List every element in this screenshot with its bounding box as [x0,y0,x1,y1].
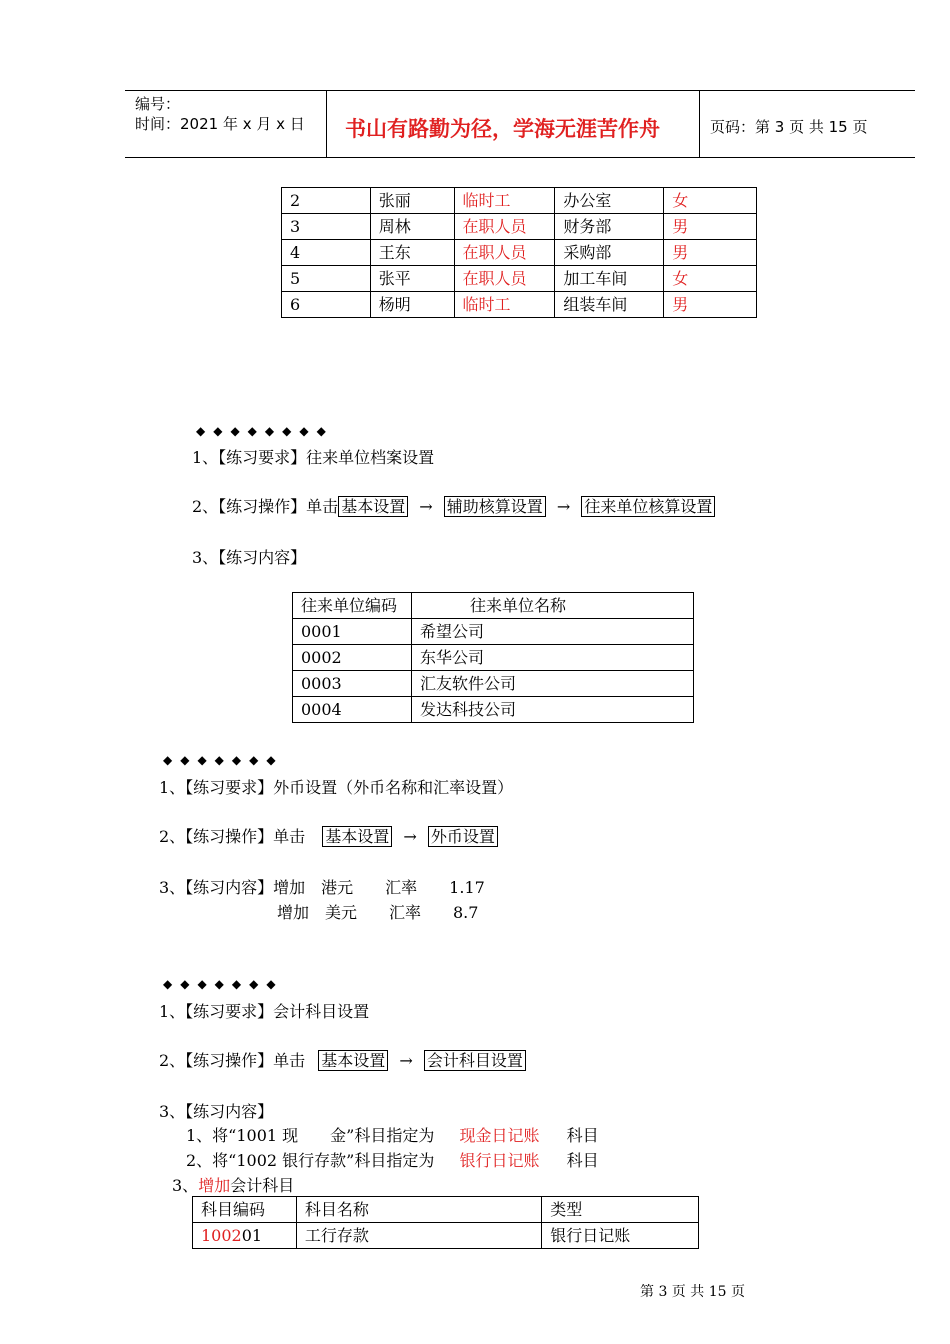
table-row [293,697,694,723]
table-header-row [293,593,694,619]
header-divider-left [326,90,327,158]
subject-code-cell [193,1223,297,1249]
footer-page-number: 第 3 页 共 15 页 [640,1284,745,1300]
section2-operation [159,824,498,847]
table-cell: 组装车间 [555,292,664,318]
header-bottom-rule [125,157,915,158]
section2-requirement: 1、【练习要求】外币设置（外币名称和汇率设置） [159,778,514,797]
item3-highlight: 增加 [198,1176,231,1195]
table-cell: 女 [664,188,757,214]
arrow-icon: → [403,827,417,846]
arrow-icon: → [556,497,571,516]
table-cell: 在职人员 [454,240,555,266]
header-page-label: 页码：第 3 页 共 15 页 [710,118,868,136]
table-cell: 汇友软件公司 [411,671,693,697]
staff-table [281,187,757,318]
item1-highlight: 现金日记账 [459,1126,540,1145]
table-header-cell: 类型 [542,1197,699,1223]
table-cell: 男 [664,292,757,318]
table-cell: 张平 [370,266,454,292]
basic-settings-button[interactable]: 基本设置 [322,826,392,847]
section3-item1 [186,1123,599,1146]
table-cell: 在职人员 [454,266,555,292]
table-cell: 0001 [293,619,412,645]
table-header-cell: 往来单位名称 [411,593,693,619]
basic-settings-button[interactable]: 基本设置 [318,1050,388,1071]
table-row [293,619,694,645]
table-cell: 4 [282,240,371,266]
table-cell: 男 [664,214,757,240]
section3-bullets: ◆◆◆◆◆◆◆ [163,977,284,991]
header-divider-right [699,90,700,158]
table-cell: 临时工 [454,188,555,214]
account-subject-settings-button[interactable]: 会计科目设置 [424,1050,526,1071]
table-row [282,214,757,240]
item3-prefix: 3、 [172,1176,199,1195]
item1-suffix: 科目 [566,1126,599,1145]
table-row [282,240,757,266]
section1-content-label: 3、【练习内容】 [192,548,307,567]
table-cell: 男 [664,240,757,266]
section1-operation [192,494,715,517]
subject-type-cell: 银行日记账 [542,1223,699,1249]
subject-code-child: 01 [241,1226,263,1245]
subject-code-parent: 1002 [201,1226,242,1245]
currency-settings-button[interactable]: 外币设置 [428,826,498,847]
table-row [293,671,694,697]
table-cell: 办公室 [555,188,664,214]
section2-bullets: ◆◆◆◆◆◆◆ [163,753,284,767]
header-time-label: 时间：2021 年 x 月 x 日 [135,115,305,133]
section1-requirement: 1、【练习要求】往来单位档案设置 [192,448,435,467]
partner-accounting-settings-button[interactable]: 往来单位核算设置 [581,496,715,517]
table-cell: 采购部 [555,240,664,266]
item1-prefix: 1、将“1001 现 金”科目指定为 [186,1126,435,1145]
table-cell: 加工车间 [555,266,664,292]
table-cell: 希望公司 [411,619,693,645]
header-number-label: 编号： [135,95,181,113]
aux-accounting-settings-button[interactable]: 辅助核算设置 [444,496,546,517]
section2-content-line2: 增加 美元 汇率 8.7 [277,903,479,922]
table-cell: 王东 [370,240,454,266]
table-row [282,266,757,292]
item3-suffix: 会计科目 [230,1176,295,1195]
table-cell: 6 [282,292,371,318]
table-cell: 3 [282,214,371,240]
table-cell: 发达科技公司 [411,697,693,723]
operation-prefix: 2、【练习操作】单击 [159,827,306,846]
table-row [282,188,757,214]
table-cell: 临时工 [454,292,555,318]
header-top-rule [125,90,915,91]
section3-item3 [172,1173,294,1196]
table-cell: 杨明 [370,292,454,318]
item2-highlight: 银行日记账 [459,1151,540,1170]
table-cell: 2 [282,188,371,214]
table-cell: 女 [664,266,757,292]
section2-content-line1: 3、【练习内容】增加 港元 汇率 1.17 [159,878,485,897]
operation-prefix: 2、【练习操作】单击 [192,497,339,516]
table-row [282,292,757,318]
table-cell: 张丽 [370,188,454,214]
table-row [193,1197,699,1223]
section3-item2 [186,1148,599,1171]
table-cell: 周林 [370,214,454,240]
table-cell: 东华公司 [411,645,693,671]
arrow-icon: → [419,497,433,516]
operation-prefix: 2、【练习操作】单击 [159,1051,306,1070]
subject-name-cell: 工行存款 [296,1223,541,1249]
table-cell: 在职人员 [454,214,555,240]
table-cell: 5 [282,266,371,292]
table-cell: 0002 [293,645,412,671]
section3-requirement: 1、【练习要求】会计科目设置 [159,1002,370,1021]
partner-table [292,592,694,723]
section3-content-label: 3、【练习内容】 [159,1102,274,1121]
table-header-cell: 科目名称 [296,1197,541,1223]
basic-settings-button[interactable]: 基本设置 [338,496,408,517]
table-cell: 0003 [293,671,412,697]
table-row [193,1223,699,1249]
section3-operation [159,1048,526,1071]
arrow-icon: → [399,1051,413,1070]
section1-bullets: ◆◆◆◆◆◆◆◆ [196,424,334,438]
table-header-cell: 往来单位编码 [293,593,412,619]
table-header-cell: 科目编码 [193,1197,297,1223]
table-row [293,645,694,671]
header-motto: 书山有路勤为径，学海无涯苦作舟 [345,117,660,141]
table-cell: 财务部 [555,214,664,240]
table-cell: 0004 [293,697,412,723]
item2-suffix: 科目 [566,1151,599,1170]
subject-table [192,1196,699,1249]
item2-prefix: 2、将“1002 银行存款”科目指定为 [186,1151,435,1170]
